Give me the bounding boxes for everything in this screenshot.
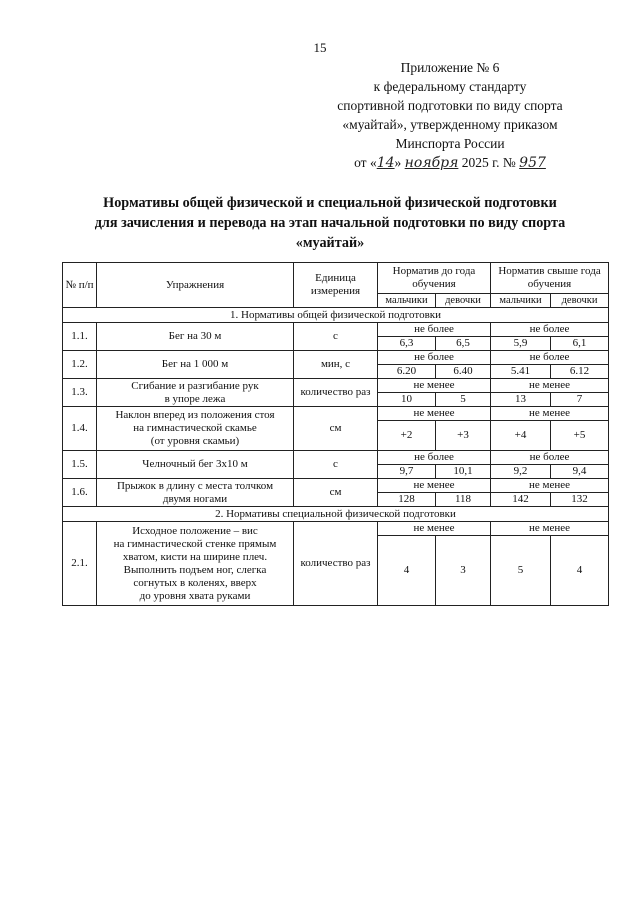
row-unit: с <box>294 451 378 479</box>
date-mid: » <box>394 155 402 170</box>
title-line-1: Нормативы общей физической и специальной физической подготовки <box>103 195 557 211</box>
row-exercise <box>97 379 294 407</box>
appendix-line-1: Приложение № 6 <box>400 60 500 75</box>
document-title <box>60 193 600 253</box>
value-cell: 6,3 <box>378 337 436 351</box>
header-norm-after: Норматив свыше года обучения <box>491 263 609 294</box>
date-prefix: от « <box>354 155 377 170</box>
section-1-title: 1. Нормативы общей физической подготовки <box>63 308 609 323</box>
header-unit: Единица измерения <box>294 263 378 308</box>
exercise-line: Выполнить подъем ног, слегка <box>123 563 267 576</box>
row-condition: не менее <box>378 522 491 536</box>
value-cell: 5,9 <box>491 337 551 351</box>
row-num: 2.1. <box>63 522 97 606</box>
row-condition: не более <box>491 451 609 465</box>
row-unit: см <box>294 479 378 507</box>
exercise-line: хватом, кисти на ширине плеч. <box>122 550 268 563</box>
exercise-line: Сгибание и разгибание рук <box>131 379 259 392</box>
row-condition: не менее <box>491 479 609 493</box>
appendix-line-3: спортивной подготовки по виду спорта <box>337 98 563 113</box>
value-cell: 142 <box>491 493 551 507</box>
value-cell: 9,2 <box>491 465 551 479</box>
exercise-line: Наклон вперед из положения стоя <box>115 409 275 421</box>
row-condition: не более <box>378 451 491 465</box>
row-condition: не менее <box>378 379 491 393</box>
row-condition: не менее <box>378 407 491 421</box>
exercise-line: до уровня хвата руками <box>139 589 251 602</box>
row-condition: не менее <box>491 522 609 536</box>
order-date-line <box>330 153 570 173</box>
exercise-line: в упоре лежа <box>164 392 226 405</box>
value-cell: 132 <box>551 493 609 507</box>
section-2-title: 2. Нормативы специальной физической подготовки <box>63 507 609 522</box>
value-cell: 118 <box>436 493 491 507</box>
row-unit: мин, с <box>294 351 378 379</box>
value-cell: 6.40 <box>436 365 491 379</box>
value-cell: 10,1 <box>436 465 491 479</box>
appendix-line-4: «муайтай», утвержденному приказом <box>342 117 558 132</box>
row-unit: см <box>294 407 378 451</box>
header-norm-before: Норматив до года обучения <box>378 263 491 294</box>
exercise-line: на гимнастической стенке прямым <box>113 537 277 550</box>
title-line-2: для зачисления и перевода на этап начальной подготовки по виду спорта <box>94 215 566 231</box>
exercise-line: двумя ногами <box>162 492 228 505</box>
value-cell: 128 <box>378 493 436 507</box>
page-number: 15 <box>313 40 327 55</box>
value-cell: 4 <box>551 536 609 606</box>
row-condition: не менее <box>491 407 609 421</box>
appendix-line-2: к федеральному стандарту <box>373 79 527 94</box>
date-year: 2025 г. № <box>461 155 516 170</box>
date-day: 14 <box>376 155 395 171</box>
appendix-block <box>330 58 570 173</box>
value-cell: +5 <box>551 421 609 451</box>
exercise-line: (от уровня скамьи) <box>150 435 240 447</box>
value-cell: 13 <box>491 393 551 407</box>
value-cell: +2 <box>378 421 436 451</box>
row-condition: не более <box>378 351 491 365</box>
value-cell: +4 <box>491 421 551 451</box>
header-girls: девочки <box>551 294 609 308</box>
value-cell: 9,7 <box>378 465 436 479</box>
row-exercise: Бег на 1 000 м <box>97 351 294 379</box>
row-exercise: Бег на 30 м <box>97 323 294 351</box>
value-cell: 6,5 <box>436 337 491 351</box>
order-number: 957 <box>519 155 546 171</box>
value-cell: 5 <box>436 393 491 407</box>
row-condition: не более <box>491 323 609 337</box>
exercise-line: на гимнастической скамье <box>133 422 257 434</box>
value-cell: 6.20 <box>378 365 436 379</box>
value-cell: 6.12 <box>551 365 609 379</box>
row-exercise <box>97 479 294 507</box>
value-cell: +3 <box>436 421 491 451</box>
row-num: 1.1. <box>63 323 97 351</box>
title-line-3: «муайтай» <box>295 235 365 251</box>
header-exercise: Упражнения <box>97 263 294 308</box>
row-exercise: Челночный бег 3х10 м <box>97 451 294 479</box>
row-num: 1.6. <box>63 479 97 507</box>
row-exercise <box>97 407 294 451</box>
value-cell: 9,4 <box>551 465 609 479</box>
exercise-line: Исходное положение – вис <box>132 524 258 537</box>
value-cell: 10 <box>378 393 436 407</box>
value-cell: 7 <box>551 393 609 407</box>
row-num: 1.2. <box>63 351 97 379</box>
value-cell: 3 <box>436 536 491 606</box>
row-unit: количество раз <box>294 379 378 407</box>
header-boys: мальчики <box>491 294 551 308</box>
row-condition: не более <box>378 323 491 337</box>
date-month: ноября <box>404 155 459 171</box>
row-num: 1.5. <box>63 451 97 479</box>
row-unit: количество раз <box>294 522 378 606</box>
row-num: 1.3. <box>63 379 97 407</box>
value-cell: 6,1 <box>551 337 609 351</box>
row-exercise <box>97 522 294 606</box>
header-boys: мальчики <box>378 294 436 308</box>
appendix-line-5: Минспорта России <box>395 136 505 151</box>
header-num: № п/п <box>63 263 97 308</box>
header-girls: девочки <box>436 294 491 308</box>
norms-table <box>62 262 609 606</box>
row-unit: с <box>294 323 378 351</box>
value-cell: 4 <box>378 536 436 606</box>
exercise-line: согнутых в коленях, вверх <box>133 576 257 589</box>
row-num: 1.4. <box>63 407 97 451</box>
value-cell: 5.41 <box>491 365 551 379</box>
row-condition: не менее <box>491 379 609 393</box>
value-cell: 5 <box>491 536 551 606</box>
row-condition: не более <box>491 351 609 365</box>
row-condition: не менее <box>378 479 491 493</box>
exercise-line: Прыжок в длину с места толчком <box>116 479 274 492</box>
